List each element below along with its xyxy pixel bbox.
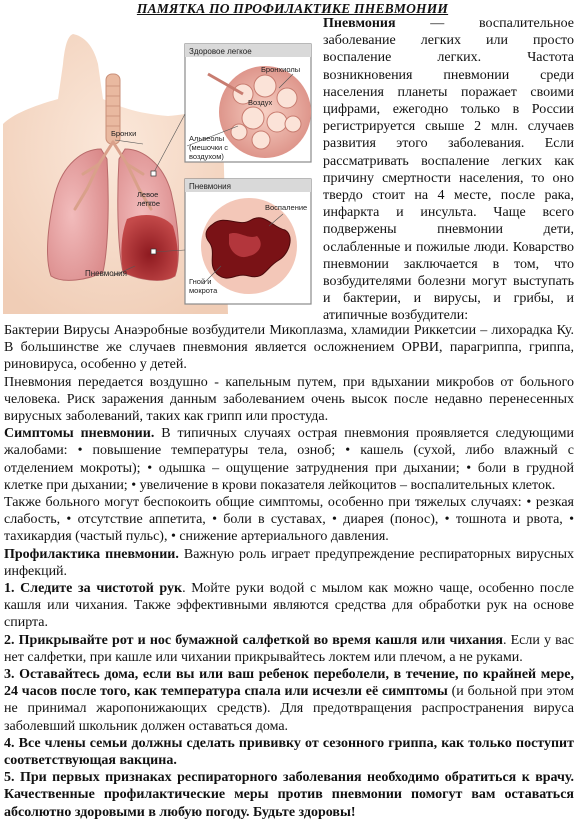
tip-5: 5. При первых признаках респираторного заболевания необходимо обратиться к врачу. Качественные профилактические меры против пневмонии помогут вам оставаться абсолютно здоровыми в любую погоду. Будьте здоровы!: [4, 770, 574, 820]
symptoms-paragraph: Симптомы пневмонии. В типичных случаях острая пневмония проявляется следующими жалобами: • повышение температуры тела, озноб; • кашель (сухой, либо влажный с отделением мокроты); • одышка – ощущение затруднения при дыхании; • боли в грудной клетке при дыхании; • увеличение в крови показателя лейкоцитов – воспалительных клеток.: [4, 426, 574, 493]
left-lung-label-1: Левое: [137, 190, 159, 199]
pneumonia-inset: [185, 179, 311, 304]
article-body: [4, 322, 574, 821]
lung-diagram: [3, 14, 319, 314]
page-title: ПАМЯТКА ПО ПРОФИЛАКТИКЕ ПНЕВМОНИИ: [136, 1, 449, 16]
transmission-paragraph: Пневмония передается воздушно - капельным путем, при вдыхании микробов от больного человека. Риск заражения данным заболеванием очень высок после недавно перенесенных вирусных заболеваний, таких как грипп или простуда.: [4, 374, 574, 425]
tip-2: 2. Прикрывайте рот и нос бумажной салфеткой во время кашля или чихания. Если у вас нет салфетки, при кашле или чихании прикрывайтесь локтем или плечом, а не руками.: [4, 632, 574, 665]
symptoms-heading: Симптомы пневмонии.: [4, 426, 155, 442]
intro-definition: — воспалительное заболевание легких или просто воспаление легких. Частота возникновения пневмонии среди населения планеты поражает своими цифрами, ежегодно только в России регистрируется свыше 2 млн. случаев развития этого заболевания. Если рассматривать воспаление легких как причину смертности населения, то оно твердо стоит на 4 месте, после рака, инфаркта и инсульта. Чаще всего подвержены пневмонии дети, ослабленные и пожилые люди. Коварство пневмонии заключается в том, что возбудителями болезни могут выступать и бактерии, и вирусы, и грибы, и атипичные возбудители:: [323, 16, 574, 324]
intro-text: [323, 15, 574, 325]
tip-1: 1. Следите за чистотой рук. Мойте руки водой с мылом как можно чаще, особенно после кашля или чихания. Также эффективными являются средства для обработки рук на основе спирта.: [4, 581, 574, 631]
pathogens-paragraph: Бактерии Вирусы Анаэробные возбудители Микоплазма, хламидии Риккетсии – лихорадка Ку. В большинстве же случаев пневмония является осложнением ОРВИ, парагриппа, гриппа, риновируса, особенно у детей.: [4, 323, 574, 373]
inflammation-label: Воспаление: [265, 203, 308, 212]
bronchioles-label: Бронхиолы: [261, 65, 301, 74]
infected-lobe: [121, 215, 177, 280]
general-symptoms-paragraph: Также больного могут беспокоить общие симптомы, особенно при тяжелых случаях: • резкая слабость, • отсутствие аппетита, • боли в суставах, • диарея (понос), • тошнота и рвота, • тахикардия (частый пульс), • снижение артериального давления.: [4, 495, 574, 545]
healthy-lung-title: Здоровое легкое: [189, 47, 252, 56]
prevention-paragraph: Профилактика пневмонии. Важную роль играет предупреждение респираторных вирусных инфекций.: [4, 546, 574, 579]
healthy-lung-inset: [185, 44, 311, 162]
lung-illustration: [3, 14, 319, 314]
alveoli-label-2: (мешочки с: [189, 143, 229, 152]
air-label: Воздух: [248, 98, 273, 107]
alveoli-label-3: воздухом): [189, 152, 224, 161]
pus-label-1: Гной и: [189, 277, 212, 286]
intro-term: Пневмония: [323, 16, 396, 31]
prevention-heading: Профилактика пневмонии.: [4, 546, 179, 562]
alveoli-label-1: Альвеолы: [189, 134, 225, 143]
tip-3: 3. Оставайтесь дома, если вы или ваш ребенок переболели, в течение, по крайней мере, 24 часов после того, как температура спала или исчезли её симптомы (и больной при этом не принимал жаропонижающих средств). Для предотвращения распространения вируса заболевший школьник должен оставаться дома.: [4, 667, 574, 734]
left-lung-label-2: легкое: [137, 199, 160, 208]
bronchi-label: Бронхи: [111, 129, 137, 138]
tip-4: 4. Все члены семьи должны сделать прививку от сезонного гриппа, как только поступит соответствующая вакцина.: [4, 735, 574, 769]
pneumonia-inset-title: Пневмония: [189, 182, 231, 191]
pus-label-2: мокрота: [189, 286, 218, 295]
pneumonia-label: Пневмония: [85, 269, 127, 278]
